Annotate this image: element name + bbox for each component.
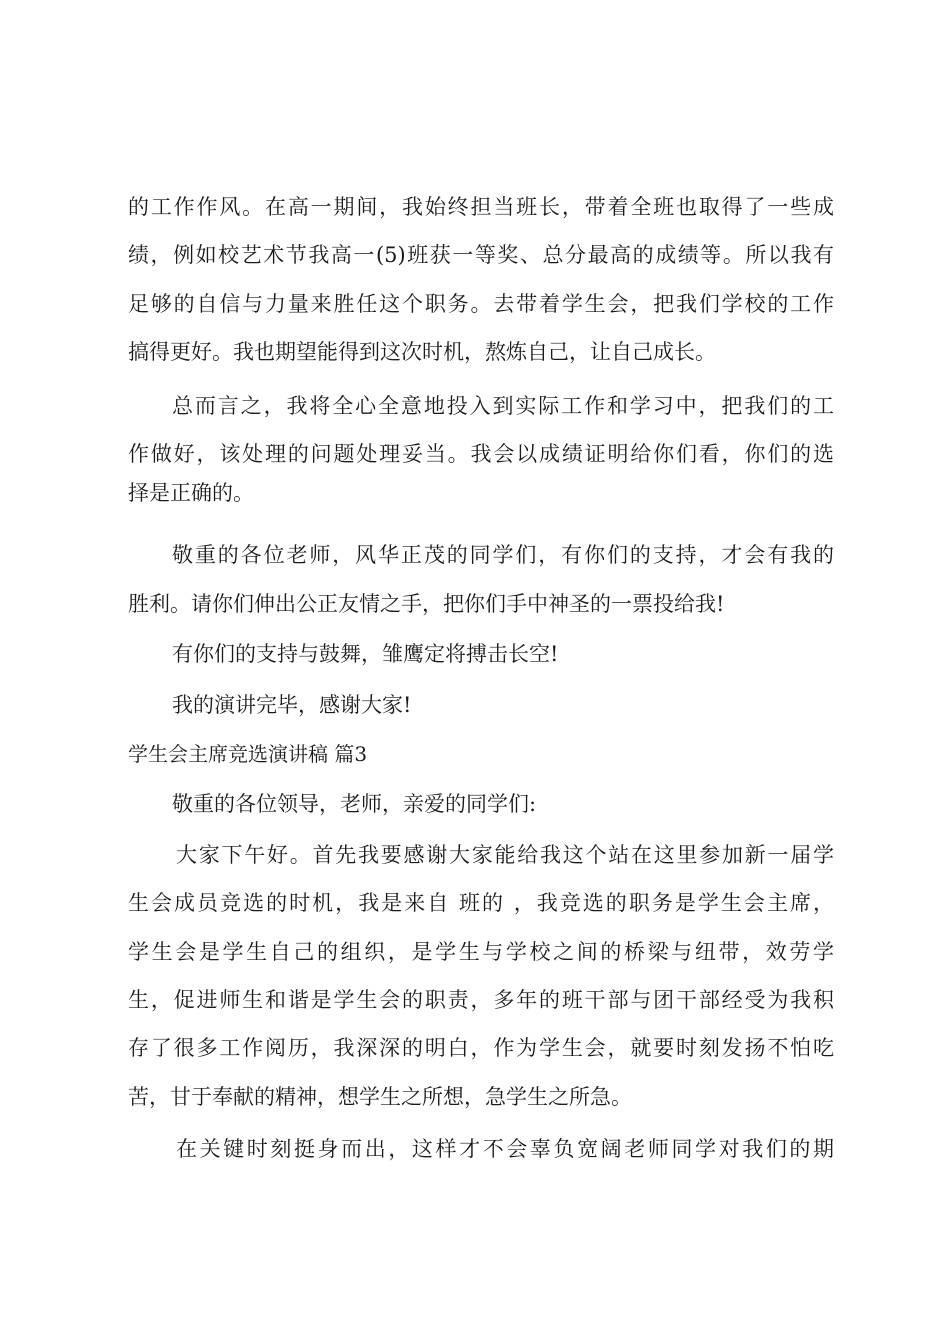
text-line: 搞得更好。我也期望能得到这次时机，熬炼自己，让自己成长。 xyxy=(128,340,716,364)
text-line: 有你们的支持与鼓舞，雏鹰定将搏击长空! xyxy=(172,642,559,666)
greeting-line: 敬重的各位领导，老师，亲爱的同学们: xyxy=(172,792,537,816)
text-line: 的工作作风。在高一期间，我始终担当班长，带着全班也取得了一些成 xyxy=(128,195,834,219)
text-line: 足够的自信与力量来胜任这个职务。去带着学生会，把我们学校的工作 xyxy=(128,292,834,316)
text-line: 生，促进师生和谐是学生会的职责，多年的班干部与团干部经受为我积 xyxy=(128,988,834,1012)
text-line: 总而言之，我将全心全意地投入到实际工作和学习中，把我们的工 xyxy=(172,394,834,418)
text-line: 在关键时刻挺身而出，这样才不会辜负宽阔老师同学对我们的期 xyxy=(176,1137,834,1161)
section-heading: 学生会主席竞选演讲稿 篇3 xyxy=(128,742,368,766)
text-line: 作做好，该处理的问题处理妥当。我会以成绩证明给你们看，你们的选 xyxy=(128,442,834,466)
text-line: 生会成员竞选的时机，我是来自 班的 ，我竞选的职务是学生会主席， xyxy=(128,891,834,915)
text-line: 苦，甘于奉献的精神，想学生之所想，急学生之所急。 xyxy=(128,1085,632,1109)
text-line: 择是正确的。 xyxy=(128,481,254,505)
text-line: 我的演讲完毕，感谢大家! xyxy=(172,693,412,717)
text-line: 学生会是学生自己的组织，是学生与学校之间的桥梁与纽带，效劳学 xyxy=(128,940,834,964)
text-line: 绩，例如校艺术节我高一(5)班获一等奖、总分最高的成绩等。所以我有 xyxy=(128,243,834,267)
text-line: 胜利。请你们伸出公正友情之手，把你们手中神圣的一票投给我! xyxy=(128,592,725,616)
text-line: 大家下午好。首先我要感谢大家能给我这个站在这里参加新一届学 xyxy=(176,843,834,867)
text-line: 存了很多工作阅历，我深深的明白，作为学生会，就要时刻发扬不怕吃 xyxy=(128,1036,834,1060)
text-line: 敬重的各位老师，风华正茂的同学们，有你们的支持，才会有我的 xyxy=(172,543,834,567)
